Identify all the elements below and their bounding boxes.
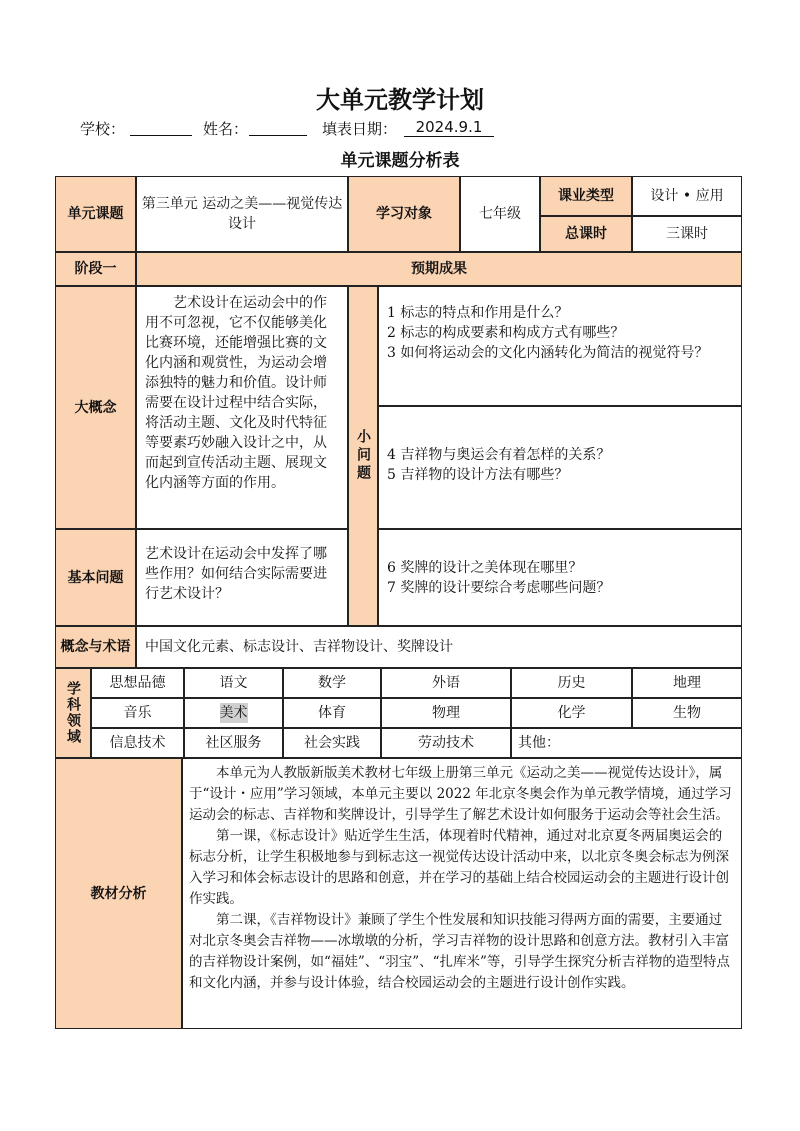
hours-value: 三课时: [632, 216, 742, 252]
concepts-value: 中国文化元素、标志设计、吉祥物设计、奖牌设计: [145, 639, 453, 655]
school-field[interactable]: [130, 118, 192, 136]
subject-cell: 劳动技术: [381, 728, 511, 758]
question-group-2: [378, 406, 742, 529]
question-item: 2 标志的构成要素和构成方式有哪些？: [387, 325, 625, 341]
subject-cell-other: 其他：: [511, 728, 742, 758]
small-questions-label: 小问题: [348, 286, 378, 626]
hours-label: 总课时: [540, 216, 632, 252]
subject-cell: 生物: [632, 698, 742, 728]
table-title: 单元课题分析表: [340, 151, 460, 171]
question-item: 4 吉祥物与奥运会有着怎样的关系？: [387, 447, 611, 463]
subject-cell: 化学: [511, 698, 632, 728]
question-group-3: [378, 529, 742, 626]
subject-area-label: 学科领域: [55, 668, 91, 758]
question-item: 6 奖牌的设计之美体现在哪里？: [387, 559, 583, 576]
basic-question-text: 艺术设计在运动会中发挥了哪些作用？如何结合实际需要进行艺术设计？: [145, 546, 327, 602]
question-item: 1 标志的特点和作用是什么？: [387, 305, 569, 321]
page-title: 大单元教学计划: [316, 86, 484, 114]
big-concept-text: 艺术设计在运动会中的作用不可忽视，它不仅能够美化比赛环境，还能增强比赛的文化内涵和观赏性，为运动会增添独特的魅力和价值。设计师需要在设计过程中结合实际，将活动主题、文化及时代特征等要素巧妙融入设计之中，从而起到宣传活动主题、展现文化内涵等方面的作用。: [145, 295, 327, 491]
subject-cell: 思想品德: [91, 668, 184, 698]
subject-cell: 语文: [184, 668, 283, 698]
subject-cell: 数学: [283, 668, 381, 698]
school-label: 学校：: [80, 120, 126, 138]
unit-topic-label: 单元课题: [55, 176, 136, 252]
subject-cell: 社区服务: [184, 728, 283, 758]
subject-cell: 音乐: [91, 698, 184, 728]
date-value: 2024.9.1: [404, 118, 494, 137]
material-paragraph: 第二课，《吉祥物设计》兼顾了学生个性发展和知识技能习得两方面的需要，主要通过对北京冬奥会吉祥物——冰墩墩的分析，学习吉祥物的设计思路和创意方法。教材引入丰富的吉祥物设计案例，如“福娃”、“羽宝”、“扎库米”等，引导学生探究分析吉祥物的造型特点和文化内涵，并参与设计体验，结合校园运动会的主题进行设计创作实践。: [189, 912, 730, 991]
type-value: 设计 • 应用: [632, 176, 742, 216]
question-group-1: [378, 286, 742, 406]
subject-cell: 社会实践: [283, 728, 381, 758]
type-label: 课业类型: [540, 176, 632, 216]
subject-cell: 信息技术: [91, 728, 184, 758]
stage-label: 阶段一: [55, 252, 136, 286]
expected-outcome-label: 预期成果: [136, 252, 742, 286]
question-item: 5 吉祥物的设计方法有哪些？: [387, 467, 569, 483]
audience-value: 七年级: [460, 176, 540, 252]
name-field[interactable]: [249, 118, 307, 136]
material-analysis-text: [182, 758, 742, 1029]
subject-cell: 体育: [283, 698, 381, 728]
big-concept-label: 大概念: [55, 286, 136, 529]
name-label: 姓名：: [203, 120, 249, 138]
date-label: 填表日期：: [322, 120, 398, 138]
basic-question-label: 基本问题: [55, 529, 136, 626]
subject-cell: 历史: [511, 668, 632, 698]
subject-cell: 地理: [632, 668, 742, 698]
unit-topic-value: 第三单元 运动之美——视觉传达设计: [136, 176, 348, 252]
material-paragraph: 本单元为人教版新版美术教材七年级上册第三单元《运动之美——视觉传达设计》，属于“设计・应用”学习领域，本单元主要以 2022 年北京冬奥会作为单元教学情境，通过学习运动会的标志、吉祥物和奖牌设计，引导学生了解艺术设计如何服务于运动会等社会生活。: [189, 765, 732, 823]
question-item: 7 奖牌的设计要综合考虑哪些问题？: [387, 579, 611, 596]
subject-cell-selected: 美术: [219, 705, 248, 721]
audience-label: 学习对象: [348, 176, 460, 252]
question-item: 3 如何将运动会的文化内涵转化为简洁的视觉符号？: [387, 345, 709, 361]
concepts-label: 概念与术语: [55, 626, 136, 668]
material-paragraph: 第一课，《标志设计》贴近学生生活，体现着时代精神，通过对北京夏冬两届奥运会的标志分析，让学生积极地参与到标志这一视觉传达设计活动中来，以北京冬奥会标志为例深入学习和体会标志设计的思路和创意，并在学习的基础上结合校园运动会的主题进行设计创作实践。: [189, 828, 729, 907]
subject-cell: 物理: [381, 698, 511, 728]
subject-cell: 外语: [381, 668, 511, 698]
material-analysis-label: 教材分析: [55, 758, 182, 1029]
